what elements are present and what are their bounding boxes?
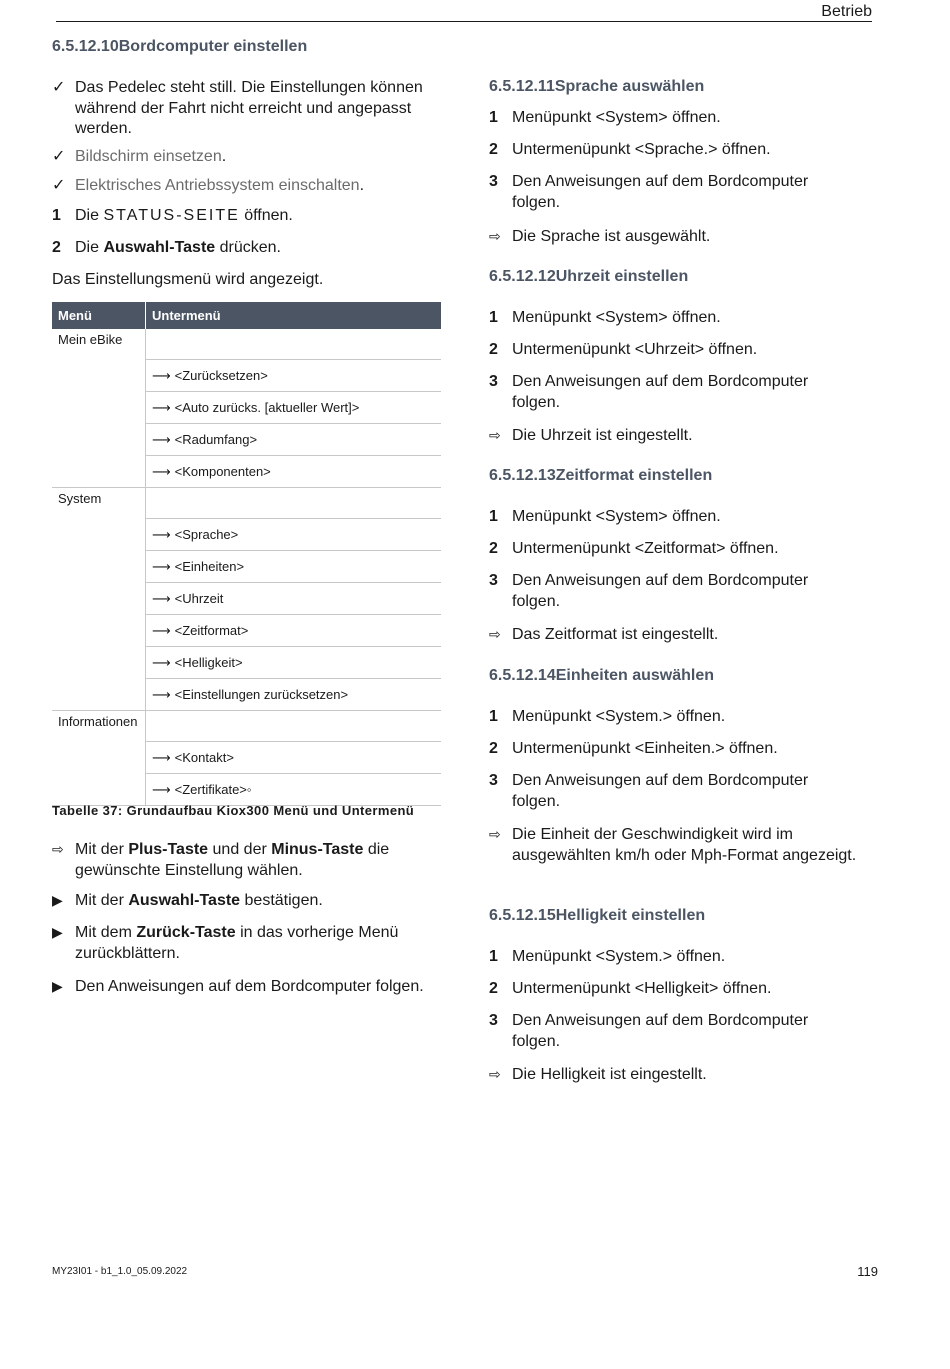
step-item — [489, 739, 859, 760]
prereq-suffix: . — [221, 148, 227, 165]
key-name: Plus-Taste — [128, 841, 209, 858]
table-row — [52, 679, 441, 711]
prereq-suffix: . — [359, 177, 365, 194]
key-name: Auswahl-Taste — [128, 892, 241, 909]
step-item — [489, 108, 859, 129]
key-name: Minus-Taste — [271, 841, 364, 858]
section-label: Betrieb — [821, 3, 872, 20]
table-header-submenu: Untermenü — [146, 302, 442, 329]
submenu-label: <Sprache> — [174, 526, 239, 542]
table-row — [52, 774, 441, 806]
submenu-cell — [146, 774, 442, 806]
table-row — [52, 615, 441, 647]
section-heading — [489, 467, 712, 485]
step-number: 2 — [489, 341, 498, 358]
result-text: Die Helligkeit ist eingestellt. — [512, 1066, 707, 1083]
table-row — [52, 329, 441, 360]
step-text: Menüpunkt <System> öffnen. — [512, 508, 721, 525]
menu-cell — [52, 551, 146, 583]
submenu-arrow-icon: ⟶ — [152, 368, 171, 384]
submenu-cell — [146, 424, 442, 456]
section-heading — [489, 268, 688, 286]
submenu-label: <Zurücksetzen> — [174, 367, 268, 383]
step-item — [489, 707, 859, 728]
submenu-label: <Radumfang> — [174, 431, 258, 447]
section-heading — [489, 907, 705, 925]
table-row — [52, 456, 441, 488]
footer-doc-id: MY23I01 - b1_1.0_05.09.2022 — [52, 1266, 188, 1277]
result-text: Die Uhrzeit ist eingestellt. — [512, 427, 693, 444]
result-arrow-icon: ⇨ — [489, 229, 501, 245]
submenu-arrow-icon: ⟶ — [152, 623, 171, 639]
submenu-cell — [146, 360, 442, 392]
step-number: 3 — [489, 173, 498, 190]
result-item — [489, 825, 859, 866]
step-text: Menüpunkt <System.> öffnen. — [512, 948, 726, 965]
submenu-arrow-icon: ⟶ — [152, 400, 171, 416]
heading-number: 6.5.12.15 — [489, 907, 556, 924]
step-text: Untermenüpunkt <Zeitformat> öffnen. — [512, 540, 779, 557]
menu-cell: System — [52, 488, 146, 519]
result-text: Das Zeitformat ist eingestellt. — [512, 626, 719, 643]
action-text: Mit der — [75, 841, 129, 858]
action-text: Mit der — [75, 892, 129, 909]
check-icon: ✓ — [52, 177, 66, 194]
submenu-cell — [146, 456, 442, 488]
step-text: Den Anweisungen auf dem Bordcomputer folgen. — [512, 173, 809, 211]
step-item — [489, 340, 859, 361]
step-text: Untermenüpunkt <Uhrzeit> öffnen. — [512, 341, 758, 358]
menu-cell — [52, 647, 146, 679]
table-row — [52, 583, 441, 615]
action-text: in das vorherige Menü zurückblättern. — [75, 924, 399, 962]
table-row — [52, 647, 441, 679]
step-number: 1 — [489, 508, 498, 525]
submenu-cell — [146, 488, 442, 519]
step-item — [489, 372, 859, 413]
submenu-cell — [146, 679, 442, 711]
play-triangle-icon: ▶ — [52, 893, 63, 909]
table-row — [52, 519, 441, 551]
result-arrow-icon: ⇨ — [489, 827, 501, 843]
submenu-cell — [146, 711, 442, 742]
step-number: 3 — [489, 572, 498, 589]
table-row — [52, 424, 441, 456]
submenu-label: <Auto zurücks. [aktueller Wert]> — [174, 399, 360, 415]
submenu-cell — [146, 392, 442, 424]
submenu-arrow-icon: ⟶ — [152, 750, 171, 766]
action-item — [52, 977, 442, 998]
submenu-label: <Zeitformat> — [174, 622, 249, 638]
step-text: Die — [75, 239, 104, 256]
step-number: 3 — [489, 772, 498, 789]
submenu-arrow-icon: ⟶ — [152, 687, 171, 703]
menu-cell — [52, 742, 146, 774]
prereq-item — [52, 78, 442, 140]
submenu-arrow-icon: ⟶ — [152, 432, 171, 448]
result-arrow-icon: ⇨ — [489, 1067, 501, 1083]
step-number: 1 — [489, 948, 498, 965]
result-line: Das Einstellungsmenü wird angezeigt. — [52, 271, 324, 288]
result-item — [489, 426, 859, 447]
step-number: 3 — [489, 1012, 498, 1029]
result-arrow-icon: ⇨ — [489, 627, 501, 643]
submenu-cell — [146, 551, 442, 583]
table-header-menu: Menü — [52, 302, 146, 329]
heading-title: Sprache auswählen — [554, 78, 705, 95]
table-row — [52, 551, 441, 583]
submenu-arrow-icon: ⟶ — [152, 464, 171, 480]
prereq-text: Bildschirm einsetzen — [75, 148, 222, 165]
table-row — [52, 488, 441, 519]
action-item — [52, 891, 442, 912]
action-text: Mit dem — [75, 924, 137, 941]
step-item — [489, 979, 859, 1000]
submenu-arrow-icon: ⟶ — [152, 559, 171, 575]
step-text: Untermenüpunkt <Helligkeit> öffnen. — [512, 980, 772, 997]
step-text: öffnen. — [239, 207, 293, 224]
step-text: Den Anweisungen auf dem Bordcomputer folgen. — [512, 772, 809, 810]
page-number: 119 — [857, 1264, 878, 1279]
submenu-label: <Kontakt> — [174, 749, 234, 765]
section-heading — [489, 78, 704, 96]
submenu-cell — [146, 615, 442, 647]
status-page-label: STATUS-SEITE — [103, 207, 240, 224]
heading-number: 6.5.12.11 — [489, 78, 555, 95]
step-number: 2 — [489, 141, 498, 158]
step-item — [489, 1011, 859, 1052]
heading-title: Helligkeit einstellen — [555, 907, 706, 924]
table-row — [52, 711, 441, 742]
prereq-text: Das Pedelec steht still. Die Einstellungen können während der Fahrt nicht erreicht und angepasst werden. — [75, 79, 423, 137]
heading-title: Einheiten auswählen — [555, 667, 714, 684]
action-text: und der — [208, 841, 272, 858]
submenu-arrow-icon: ⟶ — [152, 591, 171, 607]
step-number: 2 — [489, 740, 498, 757]
result-arrow-icon: ⇨ — [489, 428, 501, 444]
result-text: Die Einheit der Geschwindigkeit wird im ausgewählten km/h oder Mph-Format angezeigt. — [512, 826, 857, 864]
heading-title: Zeitformat einstellen — [555, 467, 713, 484]
step-item — [489, 308, 859, 329]
heading-number: 6.5.12.13 — [489, 467, 556, 484]
step-text: Menüpunkt <System> öffnen. — [512, 109, 721, 126]
submenu-cell — [146, 329, 442, 360]
menu-cell — [52, 456, 146, 488]
step-text: Den Anweisungen auf dem Bordcomputer folgen. — [512, 373, 809, 411]
step-item — [52, 206, 442, 227]
step-item — [489, 771, 859, 812]
prereq-item — [52, 147, 442, 168]
step-number: 2 — [489, 980, 498, 997]
play-triangle-icon: ▶ — [52, 979, 63, 995]
step-number: 1 — [52, 207, 61, 224]
action-item — [52, 923, 442, 964]
step-text: Die — [75, 207, 104, 224]
table-row — [52, 742, 441, 774]
step-text: Menüpunkt <System.> öffnen. — [512, 708, 726, 725]
result-item — [489, 227, 859, 248]
step-text: Untermenüpunkt <Sprache.> öffnen. — [512, 141, 771, 158]
result-text: Die Sprache ist ausgewählt. — [512, 228, 711, 245]
menu-cell — [52, 615, 146, 647]
step-text: Menüpunkt <System> öffnen. — [512, 309, 721, 326]
action-item — [52, 840, 442, 881]
menu-cell — [52, 392, 146, 424]
heading-number: 6.5.12.12 — [489, 268, 556, 285]
heading-title: Bordcomputer einstellen — [118, 38, 308, 55]
header-rule — [56, 21, 872, 22]
step-item — [489, 539, 859, 560]
result-item — [489, 1065, 859, 1086]
step-item — [52, 238, 442, 259]
submenu-cell — [146, 742, 442, 774]
submenu-arrow-icon: ⟶ — [152, 655, 171, 671]
menu-cell — [52, 774, 146, 806]
submenu-label: <Einstellungen zurücksetzen> — [174, 686, 349, 702]
step-text: Den Anweisungen auf dem Bordcomputer folgen. — [512, 1012, 809, 1050]
action-text: die gewünschte Einstellung wählen. — [75, 841, 390, 879]
submenu-label: <Komponenten> — [174, 463, 271, 479]
key-name: Zurück-Taste — [136, 924, 236, 941]
action-text: bestätigen. — [240, 892, 323, 909]
submenu-cell — [146, 583, 442, 615]
heading-title: Uhrzeit einstellen — [555, 268, 689, 285]
submenu-label: <Zertifikate>◦ — [174, 781, 252, 797]
step-number: 1 — [489, 309, 498, 326]
submenu-label: <Einheiten> — [174, 558, 245, 574]
menu-cell — [52, 424, 146, 456]
step-item — [489, 140, 859, 161]
table-caption: Tabelle 37: Grundaufbau Kiox300 Menü und Untermenü — [52, 803, 415, 818]
submenu-label: <Uhrzeit — [174, 590, 224, 606]
heading-number: 6.5.12.10 — [52, 38, 119, 55]
step-number: 1 — [489, 109, 498, 126]
table-header-row — [52, 302, 441, 329]
step-number: 2 — [52, 239, 61, 256]
prereq-item — [52, 176, 442, 197]
result-item — [489, 625, 859, 646]
action-text: Den Anweisungen auf dem Bordcomputer folgen. — [75, 978, 424, 995]
section-heading — [489, 667, 714, 685]
step-item — [489, 507, 859, 528]
table-row — [52, 392, 441, 424]
table-row — [52, 360, 441, 392]
step-number: 1 — [489, 708, 498, 725]
step-text: Untermenüpunkt <Einheiten.> öffnen. — [512, 740, 778, 757]
submenu-arrow-icon: ⟶ — [152, 782, 171, 798]
menu-cell — [52, 583, 146, 615]
menu-cell — [52, 519, 146, 551]
submenu-cell — [146, 519, 442, 551]
key-name: Auswahl-Taste — [103, 239, 216, 256]
step-number: 3 — [489, 373, 498, 390]
prereq-text: Elektrisches Antriebssystem einschalten — [75, 177, 360, 194]
step-item — [489, 571, 859, 612]
table-body — [52, 329, 441, 806]
result-arrow-icon: ⇨ — [52, 842, 64, 858]
check-icon: ✓ — [52, 79, 66, 96]
step-number: 2 — [489, 540, 498, 557]
submenu-arrow-icon: ⟶ — [152, 527, 171, 543]
menu-cell: Mein eBike — [52, 329, 146, 360]
menu-cell — [52, 360, 146, 392]
menu-table — [52, 302, 441, 806]
menu-cell: Informationen — [52, 711, 146, 742]
step-text: drücken. — [215, 239, 281, 256]
check-icon: ✓ — [52, 148, 66, 165]
section-heading — [52, 38, 307, 56]
step-item — [489, 172, 859, 213]
submenu-label: <Helligkeit> — [174, 654, 243, 670]
submenu-cell — [146, 647, 442, 679]
heading-number: 6.5.12.14 — [489, 667, 556, 684]
step-item — [489, 947, 859, 968]
menu-cell — [52, 679, 146, 711]
play-triangle-icon: ▶ — [52, 925, 63, 941]
step-text: Den Anweisungen auf dem Bordcomputer folgen. — [512, 572, 809, 610]
